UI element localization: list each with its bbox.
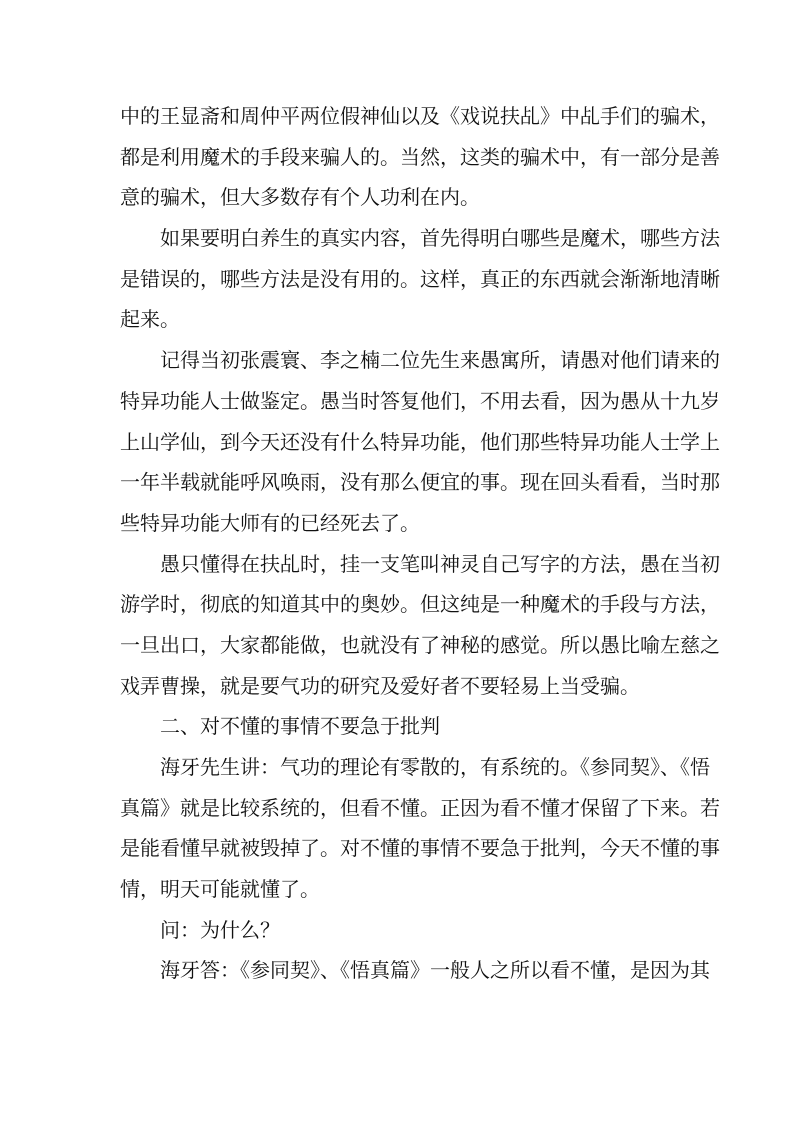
body-text [120,96,720,991]
text-line: 如果要明白养生的真实内容，首先得明白哪些是魔术，哪些方法 [160,226,720,251]
text-line: 海牙答：《参同契》、《悟真篇》一般人之所以看不懂，是因为其 [160,958,710,983]
text-line: 问：为什么？ [160,917,280,942]
text-line: 都是利用魔术的手段来骗人的。当然，这类的骗术中，有一部分是善 [120,144,720,169]
text-line: 是错误的，哪些方法是没有用的。这样，真正的东西就会渐渐地清晰 [120,266,720,291]
text-line: 特异功能人士做鉴定。愚当时答复他们，不用去看，因为愚从十九岁 [120,388,720,413]
text-line: 戏弄曹操，就是要气功的研究及爱好者不要轻易上当受骗。 [120,673,640,698]
text-line: 游学时，彻底的知道其中的奥妙。但这纯是一种魔术的手段与方法， [120,592,720,617]
text-line: 记得当初张震寰、李之楠二位先生来愚寓所，请愚对他们请来的 [160,348,720,373]
text-line: 一旦出口，大家都能做，也就没有了神秘的感觉。所以愚比喻左慈之 [120,632,720,657]
text-line: 起来。 [120,307,180,332]
text-line: 中的王显斋和周仲平两位假神仙以及《戏说扶乩》中乩手们的骗术， [120,104,720,128]
text-line: 些特异功能大师有的已经死去了。 [120,510,420,535]
text-line: 二、对不懂的事情不要急于批判 [160,714,440,739]
text-line: 意的骗术，但大多数存有个人功利在内。 [120,185,480,210]
text-line: 是能看懂早就被毁掉了。对不懂的事情不要急于批判，今天不懂的事 [120,836,720,861]
text-line: 一年半载就能呼风唤雨，没有那么便宜的事。现在回头看看，当时那 [120,470,720,495]
text-line: 海牙先生讲：气功的理论有零散的，有系统的。《参同契》、《悟 [160,755,710,779]
text-line: 真篇》就是比较系统的，但看不懂。正因为看不懂才保留了下来。若 [120,795,720,820]
text-line: 愚只懂得在扶乩时，挂一支笔叫神灵自己写字的方法，愚在当初 [160,551,720,576]
text-line: 上山学仙，到今天还没有什么特异功能，他们那些特异功能人士学上 [120,429,720,454]
text-line: 情，明天可能就懂了。 [120,877,320,902]
